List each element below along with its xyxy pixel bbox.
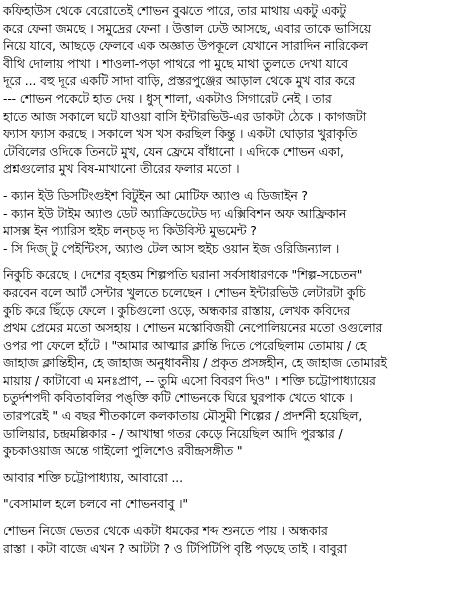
paragraph-gap [3, 178, 454, 187]
paragraph-gap [3, 460, 454, 469]
paragraph-coffee-house [3, 2, 454, 178]
text-line: আবার শক্তি চট্টোপাধ্যায়, আবারো ... [3, 469, 183, 485]
text-line: শোভন নিজে ভেতর থেকে একটা ধমকের শব্দ শুনতে পায় । অন্ধকার [3, 523, 328, 539]
paragraph-interview-questions [3, 187, 454, 257]
text-line: হাতে আজ সকালে ঘটে যাওয়া বাসি ইন্টারভিউ-এর ডাকটা ঠেকে । কাগজটা [3, 108, 367, 124]
text-line: - সি দিজ্‌ টু পেইন্টিংস, অ্যাণ্ড টেল আস হুইচ ওয়ান ইজ ওরিজিন্যাল । [3, 240, 340, 256]
text-line: তারপরেই " এ বছর শীতকালে কলকাতায় মৌসুমী শিল্পের / প্রদর্শনী হয়েছিল, [3, 408, 363, 424]
paragraph-art-centre [3, 266, 454, 460]
text-line: - ক্যান ইউ টাইম অ্যাণ্ড ডেট অ্যাক্রিডেটেড দ্য এক্সিবিশন অফ আফ্রিকান [3, 205, 347, 221]
text-line: করে ফেনা জমছে । সমুদ্রের ফেনা । উত্তাল ঢেউ আসছে, এবার তাকে ভাসিয়ে [3, 20, 371, 36]
text-line: - ক্যান ইউ ডিসটিংগুইশ বিটুইন আ মোটিফ অ্যাণ্ড এ ডিজাইন ? [3, 187, 308, 203]
text-line: কুচি করে ছিঁড়ে ফেলে । কুচিগুলো ওড়ে, অন্ধকার রাস্তায়, লেখক কবিদের [3, 302, 351, 318]
text-line: ফ্যাস ফ্যাস করছে । সকালে খস খস করছিল কিন্তু । একটা ঘোড়ার খুরাকৃতি [3, 126, 358, 142]
paragraph-quote [3, 495, 454, 513]
paragraph-gap [3, 486, 454, 495]
text-line: প্রশ্নগুলোর মুখ বিষ-মাখানো তীরের ফলার মতো । [3, 161, 240, 177]
text-line: মাসক্স ইন প্যারিস হুইচ লন্চড্‌ দ্য কিউবিস্ট মুভমেন্ট ? [3, 223, 257, 239]
paragraph-shakti-again [3, 469, 454, 487]
text-line: জাহাজ ক্লান্তিহীন, হে জাহাজ অনুধাবনীয় / প্রকৃত প্রসঙ্গহীন, হে জাহাজ তোমারই [3, 355, 387, 371]
text-line: বীথি দোলায় পাখা । শাওলা-পড়া পাথরে পা মুছে মাথা তুলতে দেখা যাবে [3, 55, 348, 71]
paragraph-gap [3, 513, 454, 522]
paragraph-gap [3, 257, 454, 266]
text-line: ওপর পা ফেলে হাঁটে । "আমার আত্মার ক্লান্তি দিতে পেরেছিলাম তোমায় / হে [3, 337, 367, 353]
text-line: --- শোভন পকেটে হাত দেয় । ধুস্‌ শালা, একটাও সিগারেট নেই । তার [3, 90, 332, 106]
text-line: ডালিয়ার, চন্দ্রমল্লিকার - / আখাম্বা গতর কেড়ে নিয়েছিল আদি পুরস্কার / [3, 425, 343, 441]
document-page [3, 2, 454, 557]
text-line: নিকুচি করেছে । দেশের বৃহত্তম শিল্পপতি ঘরানা সর্বসাধারণকে "শিল্প-সচেতন" [3, 267, 363, 283]
text-line: প্রথম প্রেমের মতো অসহায় । শোভন মস্কোবিজয়ী নেপোলিয়নের মতো ওগুলোর [3, 320, 383, 336]
text-line: "বেসামাল হলে চলবে না শোভনবাবু ।" [3, 496, 188, 512]
text-line: কুচকাওয়াজ অন্তে গাইলো পুলিশেও রবীন্দ্রসঙ্গীত " [3, 443, 243, 459]
text-line: মায়ায় / কাটাবো এ মনঃপ্রাণ, -- তুমি এসো বিবরণ দিও" । শক্তি চট্টোপাধ্যায়ের [3, 372, 376, 388]
text-line: কফিহাউস থেকে বেরোতেই শোভন বুঝতে পারে, তার মাথায় একটু একটু [3, 3, 347, 18]
text-line: নিয়ে যাবে, আছড়ে ফেলবে এক অজ্ঞাত উপকূলে যেখানে সারাদিন নারিকেল [3, 38, 368, 54]
text-line: রাস্তা । কটা বাজে এখন ? আটটা ? ও টিপিটিপি বৃষ্টি পড়ছে তাই । বাবুরা [3, 540, 347, 556]
text-line: চতুর্দশপদী কবিতাবলির পঙ্‌ক্তি কটি শোভনকে ঘিরে ঘুরপাক খেতে থাকে । [3, 390, 353, 406]
text-line: করবেন বলে আর্ট সেন্টার খুলতে চলেছেন । শোভন ইন্টারভিউ লেটারটা কুচি [3, 284, 366, 300]
text-line: টেবিলের ওদিকে তিনটে মুখ, যেন ফ্রেমে বাঁধানো । এদিকে শোভন একা, [3, 143, 344, 159]
text-line: দূরে ... বহু দূরে একটি সাদা বাড়ি, প্রস্তরপুঞ্জের আড়াল থেকে মুখ বার করে [3, 73, 356, 89]
paragraph-dark-street [3, 522, 454, 557]
